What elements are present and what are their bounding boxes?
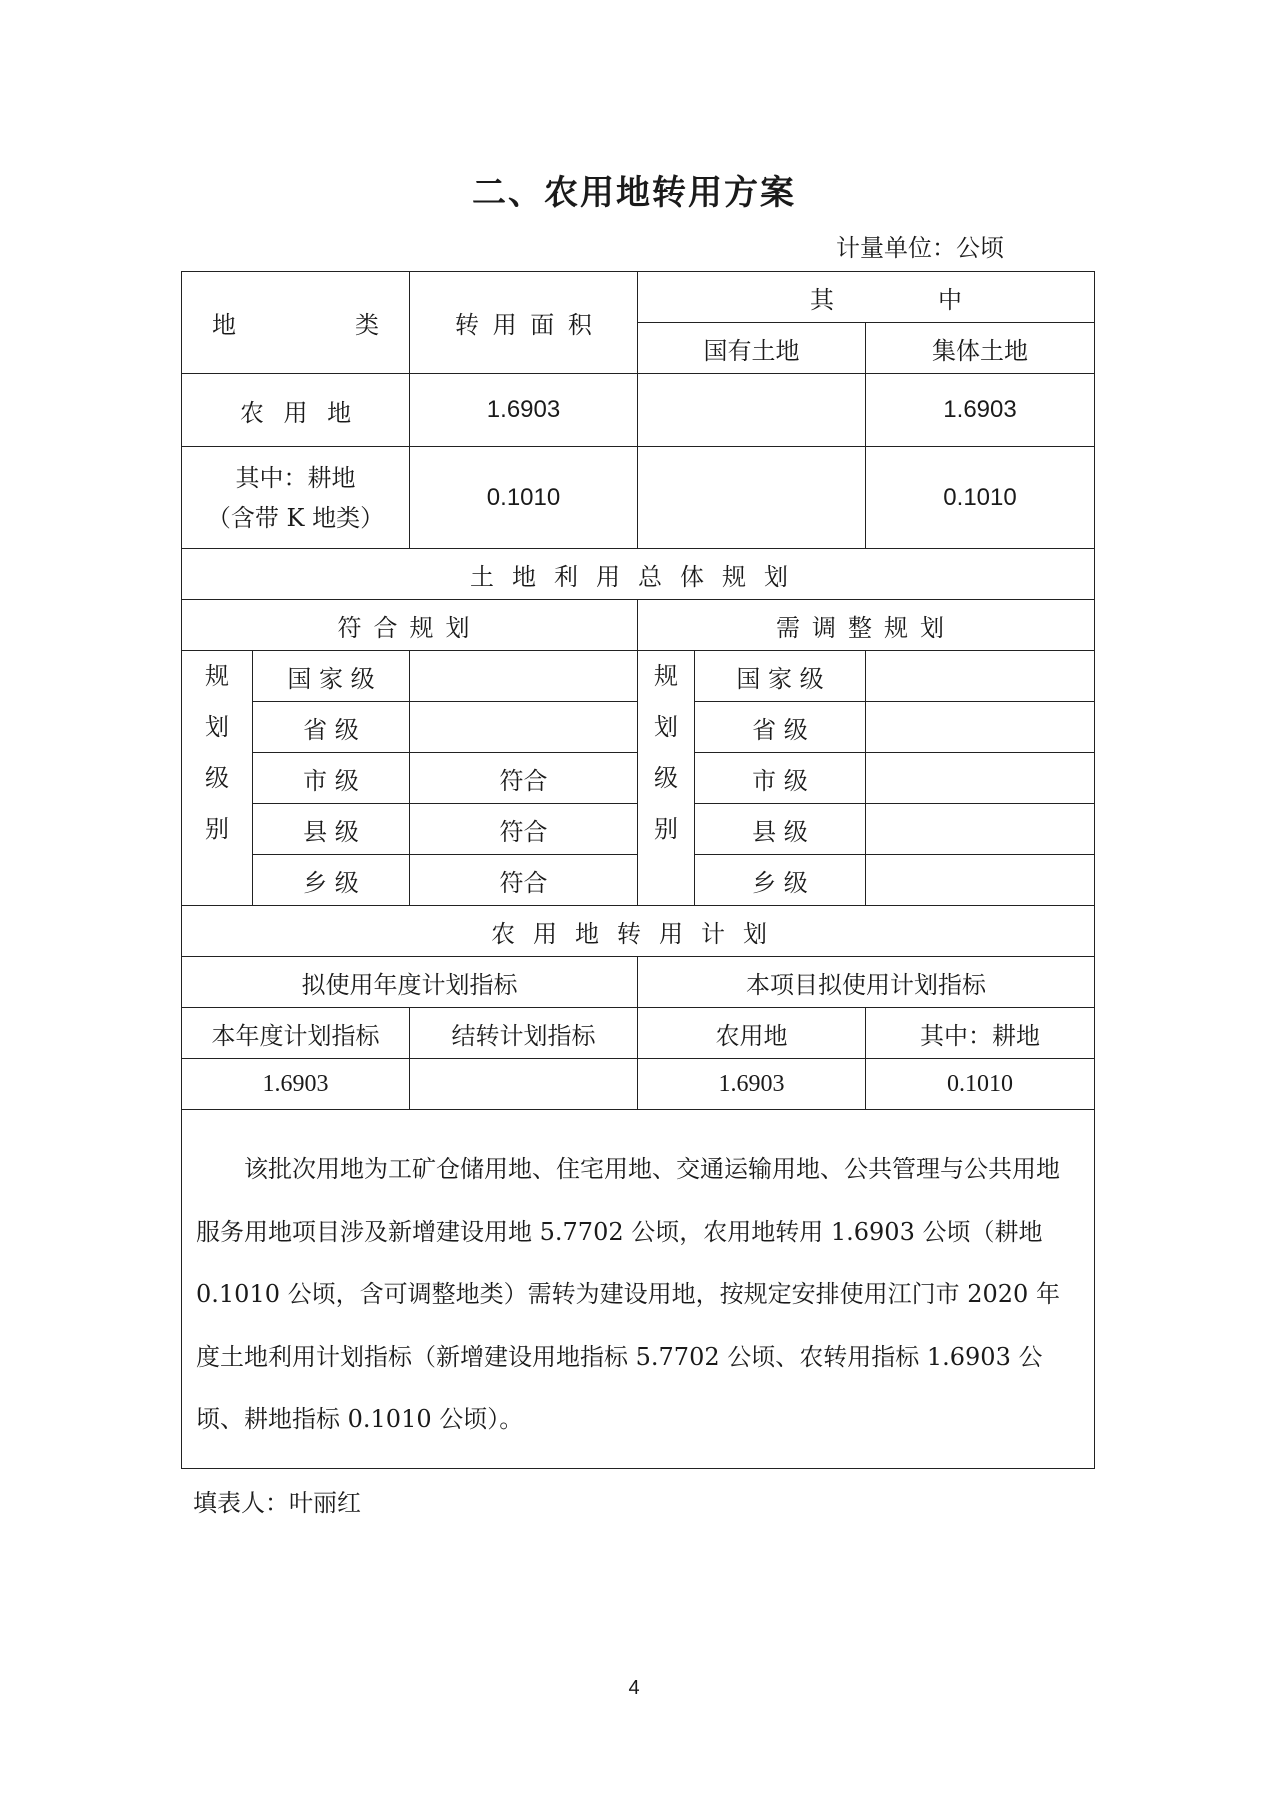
comply-level-province: 省 级 [253, 702, 410, 753]
val-agri-land: 1.6903 [638, 1059, 866, 1110]
adjust-value-township [866, 855, 1095, 906]
planning-section-title: 土地利用总体规划 [182, 549, 1095, 600]
row-arable-label [182, 447, 410, 549]
form-filler: 填表人：叶丽红 [193, 1489, 361, 1517]
col-arable: 其中：耕地 [866, 1008, 1095, 1059]
description-text: 该批次用地为工矿仓储用地、住宅用地、交通运输用地、公共管理与公共用地服务用地项目涉及新增建设用地 5.7702 公顷，农用地转用 1.6903 公顷（耕地 0.1010 公顷，含可调整地类）需转为建设用地，按规定安排使用江门市 2020 年度土地利用计划指标（新增建设用地指标 5.7702 公顷、农转用指标 1.6903 公顷、耕地指标 0.1010 公顷）。 [196, 1155, 1060, 1433]
comply-level-city: 市 级 [253, 753, 410, 804]
val-arable: 0.1010 [866, 1059, 1095, 1110]
row-agri-state [638, 374, 866, 447]
comply-level-county: 县 级 [253, 804, 410, 855]
adjust-level-vertical: 规 划 级 别 [638, 651, 695, 906]
comply-value-national [410, 651, 638, 702]
description-cell [182, 1110, 1095, 1469]
annual-plan-title: 拟使用年度计划指标 [182, 957, 638, 1008]
row-arable-label-line2: （含带 K 地类） [206, 503, 385, 532]
val-carryover [410, 1059, 638, 1110]
row-arable-area: 0.1010 [410, 447, 638, 549]
comply-value-township: 符合 [410, 855, 638, 906]
header-land-type: 地 类 [182, 272, 410, 374]
header-among: 其 中 [638, 272, 1095, 323]
col-carryover: 结转计划指标 [410, 1008, 638, 1059]
row-arable-label-line1: 其中：耕地 [235, 463, 356, 492]
planning-adjust-title: 需调整规划 [638, 600, 1095, 651]
header-state-land: 国有土地 [638, 323, 866, 374]
conversion-table [181, 271, 1095, 1469]
adjust-value-county [866, 804, 1095, 855]
adjust-value-city [866, 753, 1095, 804]
adjust-value-province [866, 702, 1095, 753]
adjust-level-national: 国 家 级 [695, 651, 866, 702]
page-title: 二、农用地转用方案 [472, 173, 796, 213]
row-agri-area: 1.6903 [410, 374, 638, 447]
header-collective-land: 集体土地 [866, 323, 1095, 374]
row-arable-state [638, 447, 866, 549]
adjust-level-city: 市 级 [695, 753, 866, 804]
comply-value-province [410, 702, 638, 753]
comply-level-township: 乡 级 [253, 855, 410, 906]
comply-value-city: 符合 [410, 753, 638, 804]
planning-comply-title: 符合规划 [182, 600, 638, 651]
project-plan-title: 本项目拟使用计划指标 [638, 957, 1095, 1008]
adjust-level-township: 乡 级 [695, 855, 866, 906]
adjust-level-province: 省 级 [695, 702, 866, 753]
row-agri-collective: 1.6903 [866, 374, 1095, 447]
comply-value-county: 符合 [410, 804, 638, 855]
comply-level-national: 国 家 级 [253, 651, 410, 702]
unit-label: 计量单位：公顷 [836, 234, 1004, 262]
header-area: 转 用 面 积 [410, 272, 638, 374]
val-current-year: 1.6903 [182, 1059, 410, 1110]
page-number: 4 [628, 1677, 640, 1699]
adjust-value-national [866, 651, 1095, 702]
col-current-year: 本年度计划指标 [182, 1008, 410, 1059]
row-agri-label: 农 用 地 [182, 374, 410, 447]
comply-level-vertical: 规 划 级 别 [182, 651, 253, 906]
row-arable-collective: 0.1010 [866, 447, 1095, 549]
col-agri-land: 农用地 [638, 1008, 866, 1059]
adjust-level-county: 县 级 [695, 804, 866, 855]
conversion-plan-title: 农用地转用计划 [182, 906, 1095, 957]
